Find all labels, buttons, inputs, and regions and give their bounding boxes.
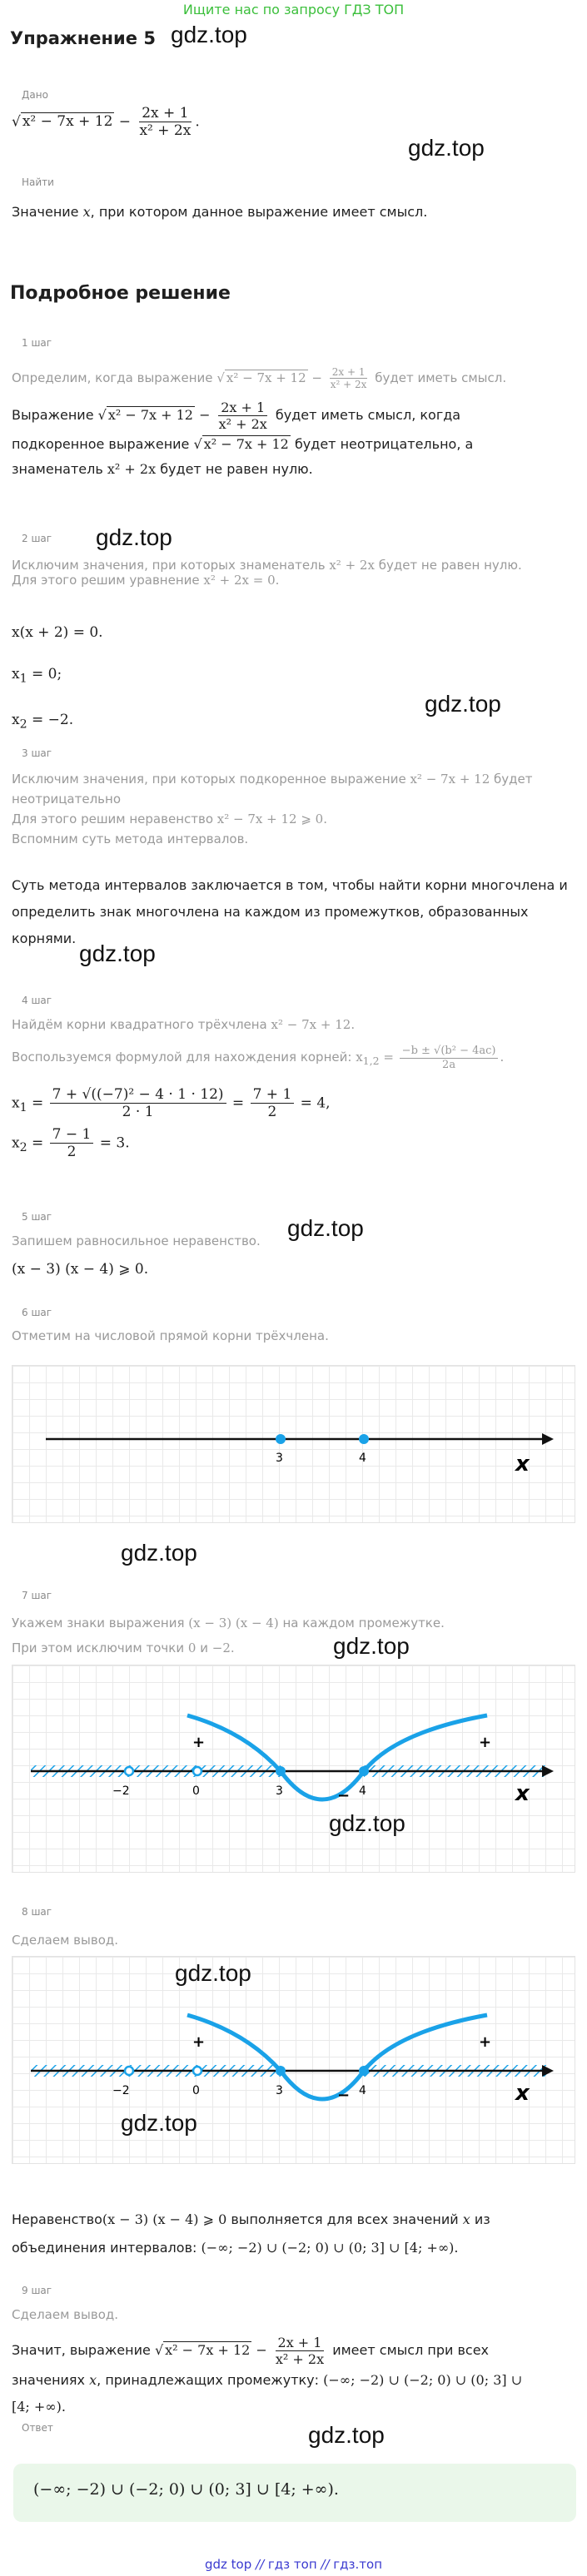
step-label: 7 шаг <box>22 1590 52 1601</box>
answer-box <box>13 2464 576 2522</box>
step9-text: Значит, выражение √ x² − 7x + 12 − $\frac{2x + 1}{\text{x² + 2x}}$ имеет смысл при всех значениях x, принадлежащих промежутку: (−∞; −2) ∪ (−2; 0) ∪ (0; 3] ∪ [4; +∞). <box>12 2335 523 2415</box>
watermark: gdz.top <box>96 524 172 550</box>
excluded-point-minus2 <box>125 2067 133 2075</box>
label-4: 4 <box>359 1784 366 1798</box>
label-3: 3 <box>276 1784 283 1798</box>
sign-chart-svg <box>12 1665 576 1874</box>
top-banner[interactable]: Ищите нас по запросу ГДЗ ТОП <box>182 2 405 17</box>
step-label: 2 шаг <box>22 533 52 544</box>
step4-gray2: Воспользуемся формулой для нахождения корней: $x_{1,2}$ = $\frac{\text{−b ± √(b² − 4ac)}}{2a}$ . <box>12 1045 505 1071</box>
watermark: gdz.top <box>121 2110 197 2136</box>
step3-text: Суть метода интервалов заключается в том, чтобы найти корни многочлена и определить знак многочлена на каждом из промежутков, образованных корнями. <box>12 877 568 946</box>
watermark: gdz.top <box>425 691 501 717</box>
step2-gray: Исключим значения, при которых знаменатель x² + 2x будет не равен нулю. Для этого решим уравнение x² + 2x = 0. <box>12 558 522 588</box>
excluded-point-0 <box>193 1767 201 1775</box>
watermark: gdz.top <box>79 941 156 966</box>
step-label: 8 шаг <box>22 1906 52 1918</box>
axis-arrow <box>542 2065 554 2077</box>
axis-x-label: x <box>515 1781 530 1806</box>
step5-gray: Запишем равносильное неравенство. <box>12 1233 261 1248</box>
answer-label: Ответ <box>22 2422 53 2434</box>
root-point-3 <box>276 2066 286 2076</box>
sign-plus-left: + <box>192 1734 206 1751</box>
sign-minus: − <box>337 1787 351 1804</box>
axis-arrow <box>542 1765 554 1777</box>
step-label: 6 шаг <box>22 1307 52 1318</box>
label-minus2: −2 <box>112 2084 130 2097</box>
watermark: gdz.top <box>333 1633 410 1659</box>
step8-gray: Сделаем вывод. <box>12 1933 119 1948</box>
watermark: gdz.top <box>329 1810 405 1836</box>
watermark: gdz.top <box>175 1960 251 1986</box>
step-label: 1 шаг <box>22 337 52 349</box>
axis-x-label: x <box>515 2081 530 2106</box>
watermark: gdz.top <box>308 2422 385 2448</box>
root-point-4 <box>359 2066 369 2076</box>
watermark: gdz.top <box>287 1215 364 1241</box>
footer-link-1[interactable]: gdz top <box>204 2557 252 2572</box>
step6-gray: Отметим на числовой прямой корни трёхчлена. <box>12 1328 329 1343</box>
root-label-3: 3 <box>276 1452 283 1465</box>
excluded-point-minus2 <box>125 1767 133 1775</box>
label-0: 0 <box>192 1784 200 1798</box>
axis-x-label: x <box>515 1452 530 1477</box>
watermark: gdz.top <box>408 135 485 161</box>
watermark: gdz.top <box>121 1540 197 1566</box>
root-point-3 <box>276 1434 286 1444</box>
watermark: gdz.top <box>171 22 247 47</box>
sign-chart-graph <box>12 1665 575 1873</box>
root-label-4: 4 <box>359 1452 366 1465</box>
step2-equations: x(x + 2) = 0. $x_1 = 0$; $x_2 = -2$. <box>12 624 103 732</box>
excluded-point-0 <box>193 2067 201 2075</box>
exercise-title: Упражнение 5 <box>10 28 156 48</box>
number-line-svg <box>12 1366 576 1524</box>
step-label: 9 шаг <box>22 2285 52 2296</box>
step1-gray: Определим, когда выражение √ x² − 7x + 12 − $\frac{2x + 1}{\text{x² + 2x}}$ будет иметь смысл. <box>12 366 507 391</box>
step5-inequality: (x − 3) (x − 4) ⩾ 0. <box>12 1261 149 1278</box>
label-4: 4 <box>359 2084 366 2097</box>
footer-link-3[interactable]: гдз.топ <box>333 2557 383 2572</box>
step7-gray: Укажем знаки выражения (x − 3) (x − 4) на каждом промежутке. При этом исключим точки 0 и −2. <box>12 1616 445 1655</box>
root-point-4 <box>359 1766 369 1776</box>
step3-gray: Исключим значения, при которых подкоренное выражение x² − 7x + 12 будет неотрицательно Для этого решим неравенство x² − 7x + 12 ⩾ 0. Вспомним суть метода интервалов. <box>12 772 533 846</box>
step-label: 4 шаг <box>22 995 52 1006</box>
step4-roots: $x_1$ = $\frac{\text{7 + √((−7)² − 4 · 1 · 12)}}{2 \cdot 1}$ = $\frac{7 + 1}{2}$ = 4, $x_2$ = $\frac{7 - 1}{2}$ = 3. <box>12 1086 331 1161</box>
given-label: Дано <box>22 89 48 101</box>
number-line-graph <box>12 1365 575 1523</box>
step9-gray: Сделаем вывод. <box>12 2307 119 2322</box>
given-expression: √ x² − 7x + 12 − $\frac{2x + 1}{\text{x² + 2x}}$ . <box>12 105 200 140</box>
footer-sep: // <box>256 2557 265 2572</box>
step8-text: Неравенство(x − 3) (x − 4) ⩾ 0 выполняется для всех значений x из объединения интервалов: (−∞; −2) ∪ (−2; 0) ∪ (0; 3] ∪ [4; +∞). <box>12 2211 490 2256</box>
step-label: 3 шаг <box>22 747 52 759</box>
step-label: 5 шаг <box>22 1211 52 1223</box>
footer-sep: // <box>321 2557 330 2572</box>
sign-minus: − <box>337 2087 351 2104</box>
step1-text: Выражение √ x² − 7x + 12 − $\frac{2x + 1}{\text{x² + 2x}}$ будет иметь смысл, когда подкоренное выражение √ x² − 7x + 12 будет неотрицательно, а знаменатель x² + 2x будет не равен нулю. <box>12 400 474 478</box>
root-point-3 <box>276 1766 286 1776</box>
sign-plus-right: + <box>479 1734 492 1751</box>
footer-link-2[interactable]: гдз топ <box>267 2557 317 2572</box>
footer-links <box>0 2557 587 2572</box>
label-minus2: −2 <box>112 1784 130 1798</box>
label-3: 3 <box>276 2084 283 2097</box>
step4-gray1: Найдём корни квадратного трёхчлена x² − 7x + 12. <box>12 1017 356 1032</box>
find-label: Найти <box>22 176 54 188</box>
axis-arrow <box>542 1433 554 1445</box>
sign-chart-svg-2 <box>12 1957 576 2165</box>
sign-chart-graph-2 <box>12 1956 575 2164</box>
root-point-4 <box>359 1434 369 1444</box>
section-title: Подробное решение <box>10 283 231 304</box>
label-0: 0 <box>192 2084 200 2097</box>
sign-plus-right: + <box>479 2033 492 2051</box>
find-text: Значение x, при котором данное выражение имеет смысл. <box>12 204 428 220</box>
answer-value: (−∞; −2) ∪ (−2; 0) ∪ (0; 3] ∪ [4; +∞). <box>33 2480 339 2499</box>
sign-plus-left: + <box>192 2033 206 2051</box>
